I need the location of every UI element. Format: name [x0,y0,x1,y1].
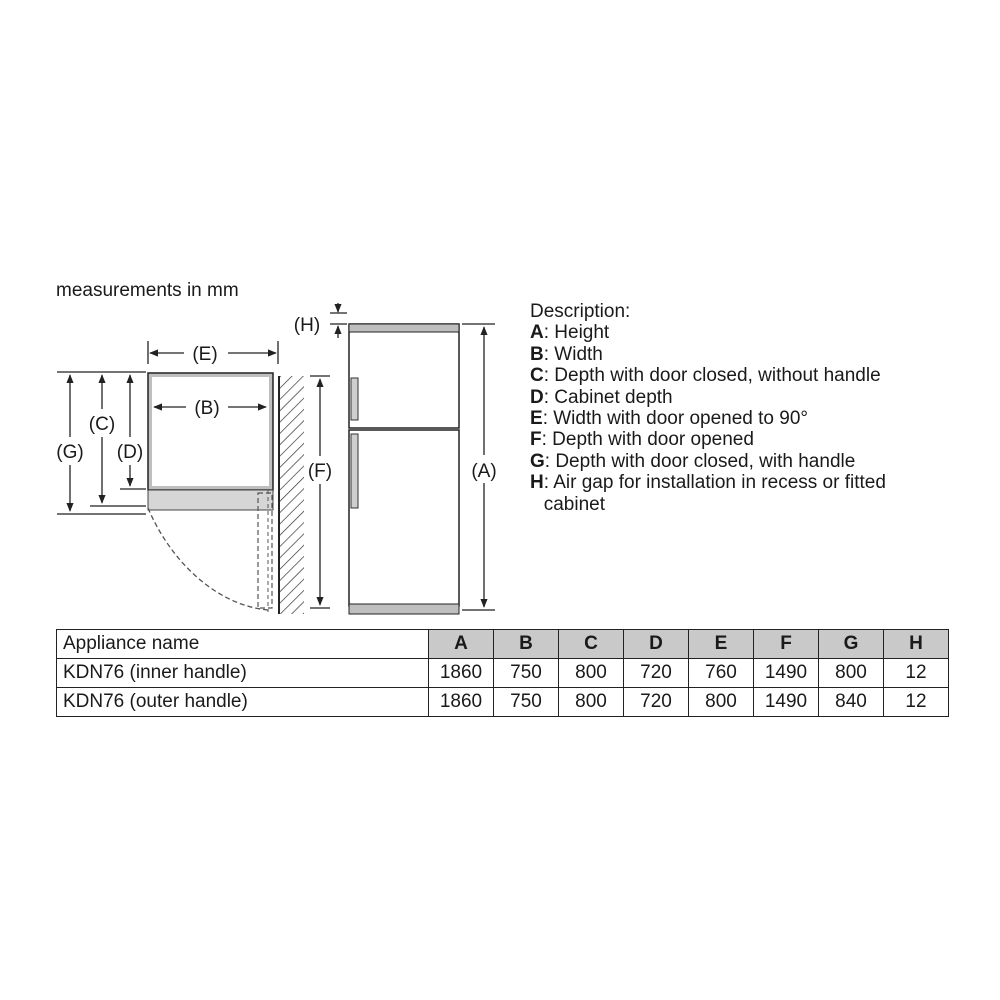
cell-h: 12 [884,688,949,717]
cell-h: 12 [884,659,949,688]
table-header-row [57,630,949,659]
legend-item-d [530,387,905,408]
cell-f: 1490 [754,688,819,717]
legend-item-h [530,472,905,515]
legend-item-a [530,322,905,343]
legend-item-c [530,365,905,386]
cell-d: 720 [624,688,689,717]
dimension-e [148,341,278,365]
cell-d: 720 [624,659,689,688]
cell-a: 1860 [429,659,494,688]
cell-c: 800 [559,688,624,717]
header-h: H [884,630,949,659]
cell-c: 800 [559,659,624,688]
header-a: A [429,630,494,659]
cell-appliance-name: KDN76 (inner handle) [57,659,429,688]
cell-g: 800 [819,659,884,688]
dimension-g [56,375,83,511]
fridge-door-handle [351,434,358,508]
label-e: (E) [192,344,218,365]
cell-e: 760 [689,659,754,688]
legend-text: : Depth with door closed, without handle [543,365,881,387]
cell-g: 840 [819,688,884,717]
label-f: (F) [307,461,333,482]
cell-appliance-name: KDN76 (outer handle) [57,688,429,717]
legend-text: : Width [543,343,603,365]
legend-text: : Cabinet depth [543,386,673,408]
legend-item-b [530,344,905,365]
legend-key: D [530,386,544,408]
legend-key: F [530,429,542,451]
freezer-door-handle [351,378,358,420]
header-b: B [494,630,559,659]
cell-e: 800 [689,688,754,717]
legend-key: C [530,365,544,387]
dimension-f [308,376,332,608]
legend-text: : Air gap for installation in recess or fitted cabinet [543,472,886,515]
legend-text: : Width with door opened to 90° [542,408,809,430]
description-legend [530,301,905,515]
header-appliance-name: Appliance name [57,630,429,659]
legend-item-f [530,429,905,450]
cell-b: 750 [494,688,559,717]
wall [279,376,304,614]
header-c: C [559,630,624,659]
legend-item-e [530,408,905,429]
legend-key: B [530,343,544,365]
legend-key: G [530,450,545,472]
description-title: Description: [530,301,631,322]
legend-text: : Depth with door opened [541,429,754,451]
header-e: E [689,630,754,659]
header-f: F [754,630,819,659]
table-row [57,688,949,717]
legend-key: H [530,472,544,494]
legend-key: E [530,408,543,430]
label-d: (D) [116,442,144,463]
legend-item-g [530,451,905,472]
dimension-c [89,375,115,503]
label-b: (B) [194,398,220,419]
dimension-h [294,303,347,338]
table-row [57,659,949,688]
legend-text: : Depth with door closed, with handle [544,450,856,472]
legend-key: A [530,322,544,344]
dimension-d [117,375,143,486]
label-a: (A) [471,461,497,482]
legend-text: : Height [543,322,610,344]
dimensions-table [56,629,949,717]
dimension-a [462,324,497,610]
label-c: (C) [88,414,116,435]
cell-a: 1860 [429,688,494,717]
header-d: D [624,630,689,659]
cell-f: 1490 [754,659,819,688]
cell-b: 750 [494,659,559,688]
fridge-front-view [349,324,459,614]
label-g: (G) [56,442,84,463]
label-h: (H) [293,315,321,336]
header-g: G [819,630,884,659]
units-label: measurements in mm [56,280,239,301]
